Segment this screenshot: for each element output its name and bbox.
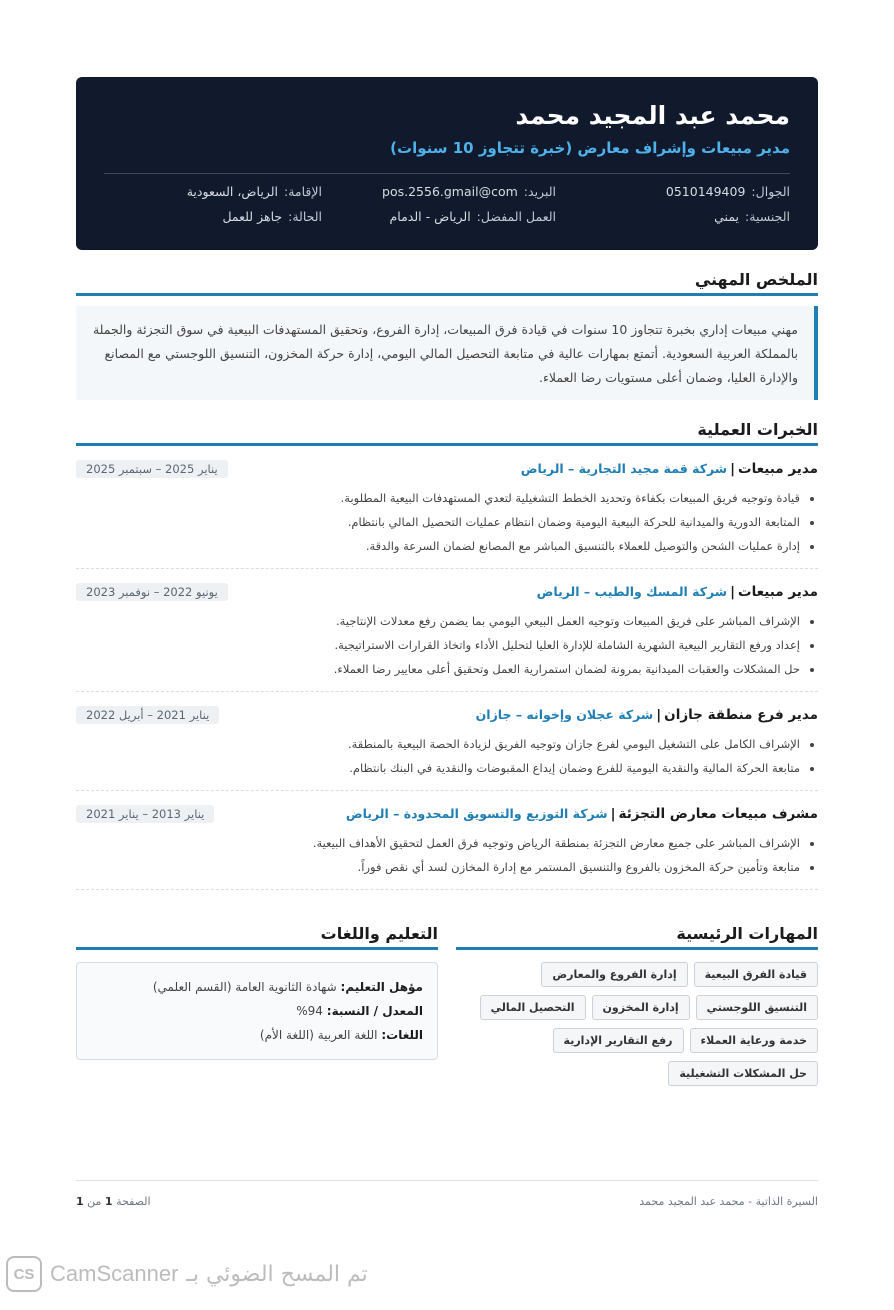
list-item: • إدارة عمليات الشحن والتوصيل للعملاء بالتنسيق المباشر مع المصانع لضمان السرعة والدقة. bbox=[76, 534, 800, 558]
skills-list bbox=[456, 962, 818, 1086]
person-name: محمد عبد المجيد محمد bbox=[515, 101, 790, 130]
education-box bbox=[76, 962, 438, 1060]
job-title: مدير مبيعات|شركة المسك والطيب – الرياض bbox=[536, 584, 818, 600]
company-name: شركة المسك والطيب – الرياض bbox=[536, 584, 728, 599]
list-item: • الإشراف الكامل على التشغيل اليومي لفرع جازان وتوجيه الفريق لزيادة الحصة البيعية بالمنطقة. bbox=[76, 732, 800, 756]
list-item: • قيادة وتوجيه فريق المبيعات بكفاءة وتحديد الخطط التشغيلية لتعدي المستهدفات البيعية المطلوبة. bbox=[76, 486, 800, 510]
job-bullets bbox=[76, 831, 818, 879]
camscanner-logo-icon: CS bbox=[6, 1256, 42, 1292]
skill-chip: قيادة الفرق البيعية bbox=[694, 962, 818, 987]
watermark-brand: CamScanner bbox=[50, 1261, 179, 1286]
skill-chip: التحصيل المالي bbox=[480, 995, 586, 1020]
watermark-text: تم المسح الضوئي بـ bbox=[186, 1261, 368, 1287]
languages-row: اللغات: اللغة العربية (اللغة الأم) bbox=[259, 1028, 423, 1042]
job-entry bbox=[76, 692, 818, 791]
skill-chip: إدارة الفروع والمعارض bbox=[541, 962, 687, 987]
date-badge: يناير 2025 – سبتمبر 2025 bbox=[76, 460, 228, 478]
page-footer bbox=[76, 1180, 818, 1208]
experience-title: الخبرات العملية bbox=[76, 420, 818, 446]
skill-chip: إدارة المخزون bbox=[592, 995, 690, 1020]
header-divider bbox=[104, 173, 790, 174]
company-name: شركة عجلان وإخوانه – جازان bbox=[475, 707, 654, 722]
job-entry bbox=[76, 569, 818, 692]
date-badge: يناير 2021 – أبريل 2022 bbox=[76, 706, 219, 724]
camscanner-watermark bbox=[6, 1256, 368, 1292]
job-title: مدير فرع منطقة جازان|شركة عجلان وإخوانه – جازان bbox=[475, 707, 818, 723]
job-bullets bbox=[76, 486, 818, 558]
list-item: • متابعة الحركة المالية والنقدية اليومية للفرع وضمان إيداع المقبوضات والنقدية في البنك بانتظام. bbox=[76, 756, 800, 780]
footer-doc-name: السيرة الذاتية - محمد عبد المجيد محمد bbox=[639, 1195, 818, 1208]
company-name: شركة التوزيع والتسويق المحدودة – الرياض bbox=[345, 806, 608, 821]
job-title: مدير مبيعات|شركة قمة مجيد التجارية – الرياض bbox=[520, 461, 818, 477]
list-item: • حل المشكلات والعقبات الميدانية بمرونة لضمان استمرارية العمل وتحقيق أعلى معايير رضا العملاء. bbox=[76, 657, 800, 681]
grade-row: المعدل / النسبة: 94% bbox=[296, 1004, 423, 1018]
summary-text: مهني مبيعات إداري بخبرة تتجاوز 10 سنوات في قيادة فرق المبيعات، إدارة الفروع، وتحقيق المستهدفات البيعية في سوق التجزئة والجملة بالمملكة العربية السعودية. أتمتع بمهارات عالية في متابعة التحصيل المالي اليومي، إدارة حركة المخزون، التنسيق اللوجستي مع المصانع والإدارة العليا، وضمان أعلى مستويات رضا العملاء. bbox=[76, 306, 818, 400]
page-number: الصفحة 1 من 1 bbox=[76, 1195, 151, 1208]
resume-page bbox=[76, 77, 818, 1086]
contact-nationality: الجنسية:يمني bbox=[714, 209, 790, 224]
list-item: • المتابعة الدورية والميدانية للحركة البيعية اليومية وضمان انتظام عمليات التحصيل المالي بانتظام. bbox=[76, 510, 800, 534]
contact-residence: الإقامة:الرياض، السعودية bbox=[186, 184, 322, 199]
skills-title: المهارات الرئيسية bbox=[456, 924, 818, 950]
list-item: • الإشراف المباشر على جميع معارض التجزئة بمنطقة الرياض وتوجيه فرق العمل لتحقيق الأهداف البيعية. bbox=[76, 831, 800, 855]
contact-phone: الجوال:0510149409 bbox=[665, 184, 790, 199]
contact-info bbox=[104, 184, 790, 224]
job-title: مشرف مبيعات معارض التجزئة|شركة التوزيع والتسويق المحدودة – الرياض bbox=[345, 806, 818, 822]
contact-status: الحالة:جاهز للعمل bbox=[222, 209, 322, 224]
job-bullets bbox=[76, 609, 818, 681]
summary-title: الملخص المهني bbox=[76, 270, 818, 296]
date-badge: يونيو 2022 – نوفمبر 2023 bbox=[76, 583, 228, 601]
bottom-section bbox=[76, 904, 818, 1086]
company-name: شركة قمة مجيد التجارية – الرياض bbox=[520, 461, 728, 476]
skill-chip: حل المشكلات التشغيلية bbox=[668, 1061, 818, 1086]
skill-chip: التنسيق اللوجستي bbox=[696, 995, 818, 1020]
contact-email: البريد:pos.2556.gmail@com bbox=[382, 184, 556, 199]
job-entry bbox=[76, 446, 818, 569]
resume-header bbox=[76, 77, 818, 250]
skill-chip: خدمة ورعاية العملاء bbox=[690, 1028, 819, 1053]
list-item: • الإشراف المباشر على فريق المبيعات وتوجيه العمل البيعي اليومي بما يضمن رفع معدلات الإنتاجية. bbox=[76, 609, 800, 633]
contact-preferred-work: العمل المفضل:الرياض - الدمام bbox=[389, 209, 556, 224]
skill-chip: رفع التقارير الإدارية bbox=[553, 1028, 684, 1053]
education-column bbox=[76, 904, 438, 1086]
job-entry bbox=[76, 791, 818, 890]
date-badge: يناير 2013 – يناير 2021 bbox=[76, 805, 214, 823]
list-item: • إعداد ورفع التقارير البيعية الشهرية الشاملة للإدارة العليا لتحليل الأداء واتخاذ القرارات الاستراتيجية. bbox=[76, 633, 800, 657]
education-title: التعليم واللغات bbox=[76, 924, 438, 950]
education-row: مؤهل التعليم: شهادة الثانوية العامة (القسم العلمي) bbox=[152, 980, 423, 994]
job-subtitle: مدير مبيعات وإشراف معارض (خبرة تتجاوز 10 سنوات) bbox=[390, 139, 790, 157]
skills-column bbox=[456, 904, 818, 1086]
list-item: • متابعة وتأمين حركة المخزون بالفروع والتنسيق المستمر مع إدارة المخازن لسد أي نقص فوراً. bbox=[76, 855, 800, 879]
job-bullets bbox=[76, 732, 818, 780]
